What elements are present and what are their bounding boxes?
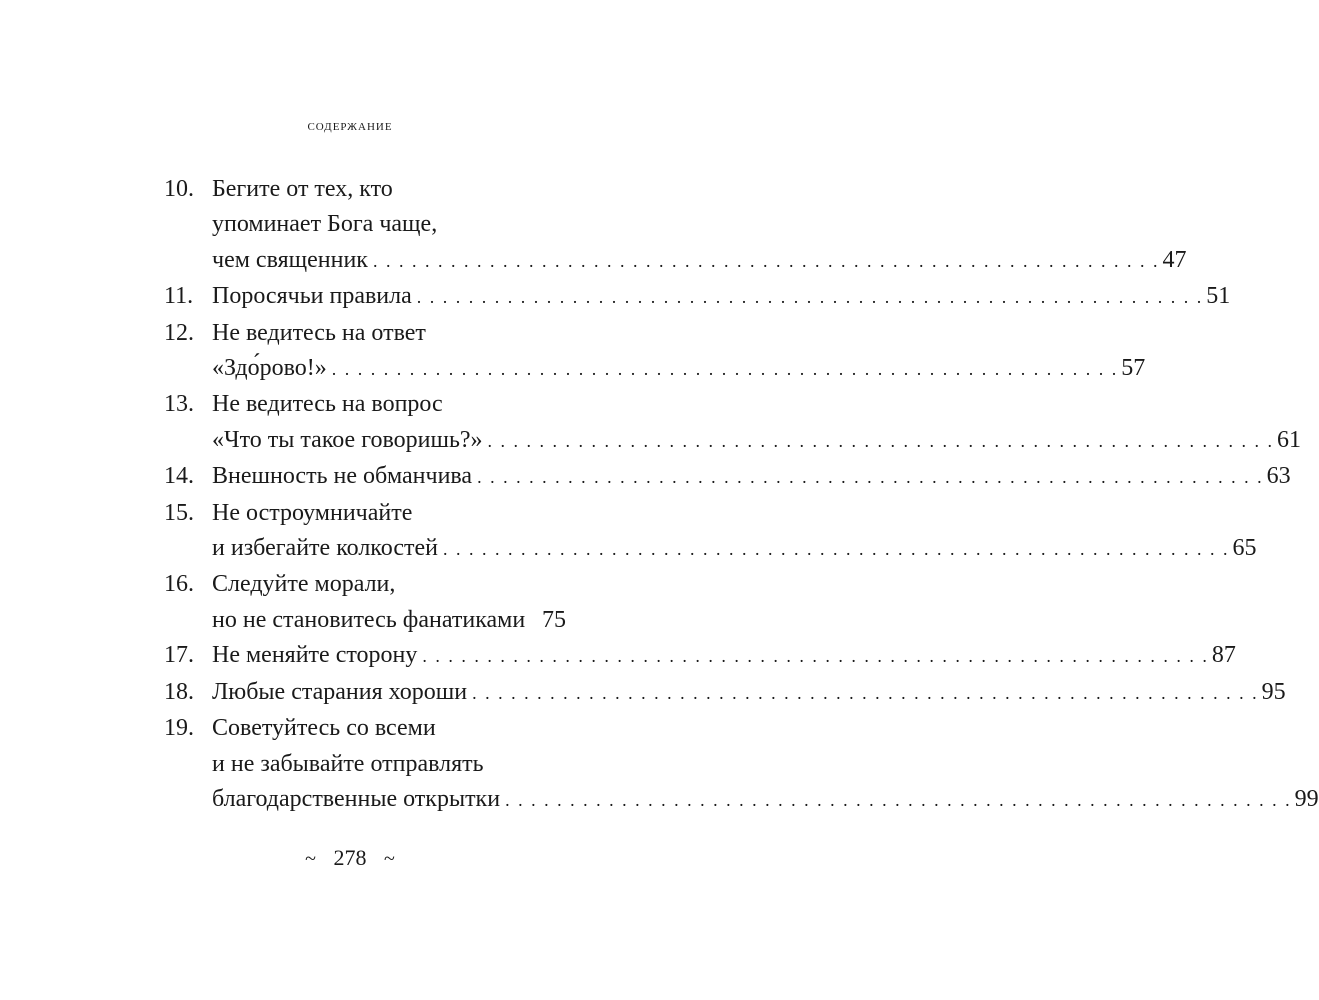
toc-entry-number: 13. <box>164 391 194 418</box>
toc-entry-number: 10. <box>164 176 194 202</box>
toc-entry-title-line: чем священник <box>212 246 368 273</box>
right-ornament: ~ <box>384 848 395 870</box>
dot-leader <box>477 460 1264 495</box>
page-heading: содержание <box>307 117 393 134</box>
dot-leader <box>443 532 1230 567</box>
toc-entry-last-line <box>212 279 1230 315</box>
toc-entry-title-line: но не становитесь фанатиками <box>212 606 526 633</box>
toc-entry-title-line: Внешность не обманчива <box>212 463 473 490</box>
toc-entry-number: 11. <box>164 283 194 310</box>
dot-leader <box>488 424 1275 459</box>
toc-entry-title-line: Любые старания хороши <box>212 678 468 705</box>
toc-entry-page: 75 <box>542 606 566 633</box>
toc-entry-page: 95 <box>1261 678 1286 705</box>
toc-entry-title-line: Советуйтесь со всеми <box>212 715 436 742</box>
toc-entry-title-line: Не ведитесь на ответ <box>212 319 426 346</box>
toc-entry-title <box>212 711 1319 818</box>
toc-entry-title <box>212 496 1256 568</box>
dot-leader <box>417 280 1204 315</box>
dot-leader <box>505 783 1292 818</box>
toc-entry-title <box>212 387 1301 459</box>
toc-entry[interactable] <box>164 675 1286 711</box>
toc-entry-last-line <box>212 459 1291 495</box>
toc-entry-page: 99 <box>1294 785 1319 812</box>
toc-entry-title <box>212 279 1230 315</box>
toc-entry-title-line: Не остроумничайте <box>212 499 413 526</box>
dot-leader <box>422 639 1209 674</box>
toc-entry-page: 47 <box>1162 246 1187 273</box>
page-footer <box>0 845 700 871</box>
page-number: 278 <box>333 845 367 870</box>
toc-entry-title <box>212 675 1286 711</box>
toc-entry-page: 61 <box>1277 426 1302 453</box>
toc-entry[interactable] <box>164 316 1146 388</box>
toc-entry-page: 87 <box>1211 642 1236 669</box>
toc-entry[interactable] <box>164 567 566 638</box>
toc-entry-title <box>212 567 566 638</box>
dot-leader <box>373 244 1160 279</box>
toc-entry-page: 51 <box>1206 283 1231 310</box>
toc-entry-number: 19. <box>164 715 194 742</box>
toc-entry-number: 15. <box>164 499 194 526</box>
toc-entry-title-line: Не ведитесь на вопрос <box>212 391 443 418</box>
toc-entry-number: 18. <box>164 678 194 705</box>
toc-entry-title-line: Поросячьи правила <box>212 283 412 310</box>
toc-entry-title-line: благодарственные открытки <box>212 785 501 812</box>
toc-entry-page: 63 <box>1266 463 1291 490</box>
toc-entry[interactable] <box>164 459 1291 495</box>
toc-entry-number: 14. <box>164 463 194 490</box>
toc-entry-title-line: «Здо́рово!» <box>212 355 327 382</box>
toc-entry[interactable] <box>164 279 1231 315</box>
toc-entry-title-line: Не меняйте сторону <box>212 642 418 669</box>
toc-entry-number: 12. <box>164 319 194 346</box>
toc-entry[interactable] <box>164 711 1319 818</box>
dot-leader <box>472 676 1259 711</box>
toc-entry-last-line <box>212 531 1256 567</box>
toc-entry-title <box>212 316 1145 388</box>
table-of-contents <box>164 172 1319 818</box>
toc-entry-title <box>212 638 1236 674</box>
toc-entry-last-line <box>212 782 1319 818</box>
toc-entry[interactable] <box>164 387 1302 459</box>
toc-entry-title-line: упоминает Бога чаще, <box>212 211 438 238</box>
toc-entry-last-line <box>212 243 1186 279</box>
toc-entry-last-line <box>212 675 1286 711</box>
dot-leader <box>332 352 1119 387</box>
toc-entry-title-line: «Что ты такое говоришь?» <box>212 426 483 453</box>
toc-entry-page: 57 <box>1121 355 1146 382</box>
toc-entry-last-line <box>212 638 1236 674</box>
left-ornament: ~ <box>305 848 316 870</box>
toc-entry[interactable] <box>164 172 1187 279</box>
toc-entry-last-line <box>212 603 566 638</box>
toc-entry-last-line <box>212 351 1145 387</box>
toc-entry-title-line: Следуйте морали, <box>212 571 396 598</box>
toc-entry-title-line: и избегайте колкостей <box>212 535 438 562</box>
toc-entry-title <box>212 459 1291 495</box>
toc-entry[interactable] <box>164 496 1257 568</box>
toc-entry-number: 17. <box>164 642 194 669</box>
toc-entry-title-line: и не забывайте отправлять <box>212 750 484 777</box>
toc-entry-title-line: Бегите от тех, кто <box>212 176 393 202</box>
toc-entry[interactable] <box>164 638 1236 674</box>
toc-entry-number: 16. <box>164 571 194 598</box>
toc-entry-last-line <box>212 423 1301 459</box>
toc-entry-title <box>212 172 1186 279</box>
toc-entry-page: 65 <box>1232 535 1257 562</box>
